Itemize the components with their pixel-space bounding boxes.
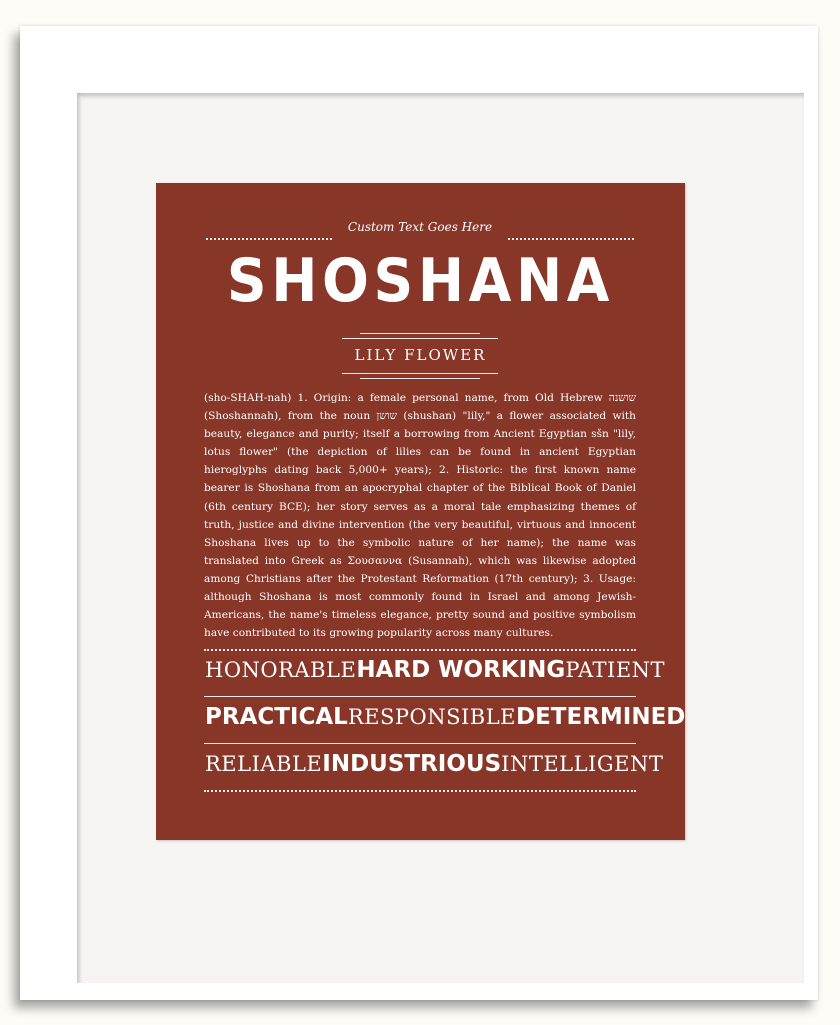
trait-word: INDUSTRIOUS [322,751,502,777]
trait-word: DETERMINED [515,704,686,730]
name-art-print [156,183,685,840]
name-meaning: LILY FLOWER [354,346,487,364]
trait-word: HARD WORKING [356,657,566,683]
name-title: SHOSHANA [226,246,615,316]
rule-bottom [360,378,480,379]
trait-word: INTELLIGENT [501,752,664,776]
trait-word: PATIENT [565,658,666,682]
name-description: (sho-SHAH-nah) 1. Origin: a female personal name, from Old Hebrew שושנה (Shoshannah), from the noun שושן (shushan) "lily," a flower associated with beauty, elegance and purity; itself a borrowing from Ancient Egyptian sšn "lily, lotus flower" (the depiction of lilies can be found in ancient Egyptian hieroglyphs dating back 5,000+ years); 2. Historic: the first known name bearer is Shoshana from an apocryphal chapter of the Biblical Book of Daniel (6th century BCE); her story serves as a moral tale emphasizing themes of truth, justice and divine intervention (the very beautiful, virtuous and innocent Shoshana lives up to the symbolic nature of her name); the name was translated into Greek as Σουσαννα (Susannah), which was likewise adopted among Christians after the Protestant Reformation (17th century); 3. Usage: although Shoshana is most commonly found in Israel and among Jewish-Americans, the name's timeless elegance, pretty sound and positive symbolism have contributed to its growing popularity across many cultures. [204,392,637,640]
dotted-divider-left [206,238,332,240]
trait-word: PRACTICAL [205,704,348,730]
traits-row-1 [205,657,666,683]
trait-word: RELIABLE [205,752,323,776]
traits-row-2 [205,704,686,730]
traits-row-3 [205,751,664,777]
trait-word: HONORABLE [205,658,357,682]
traits-separator-1 [204,696,636,697]
dotted-divider-traits-top [204,649,636,651]
traits-separator-2 [204,743,636,744]
dotted-divider-right [508,238,634,240]
trait-word: RESPONSIBLE [347,705,516,729]
dotted-divider-traits-bottom [204,790,636,792]
custom-text: Custom Text Goes Here [347,220,493,234]
rule-top [360,333,480,334]
rule-bottom-wide [342,373,498,374]
rule-top-wide [342,338,498,339]
